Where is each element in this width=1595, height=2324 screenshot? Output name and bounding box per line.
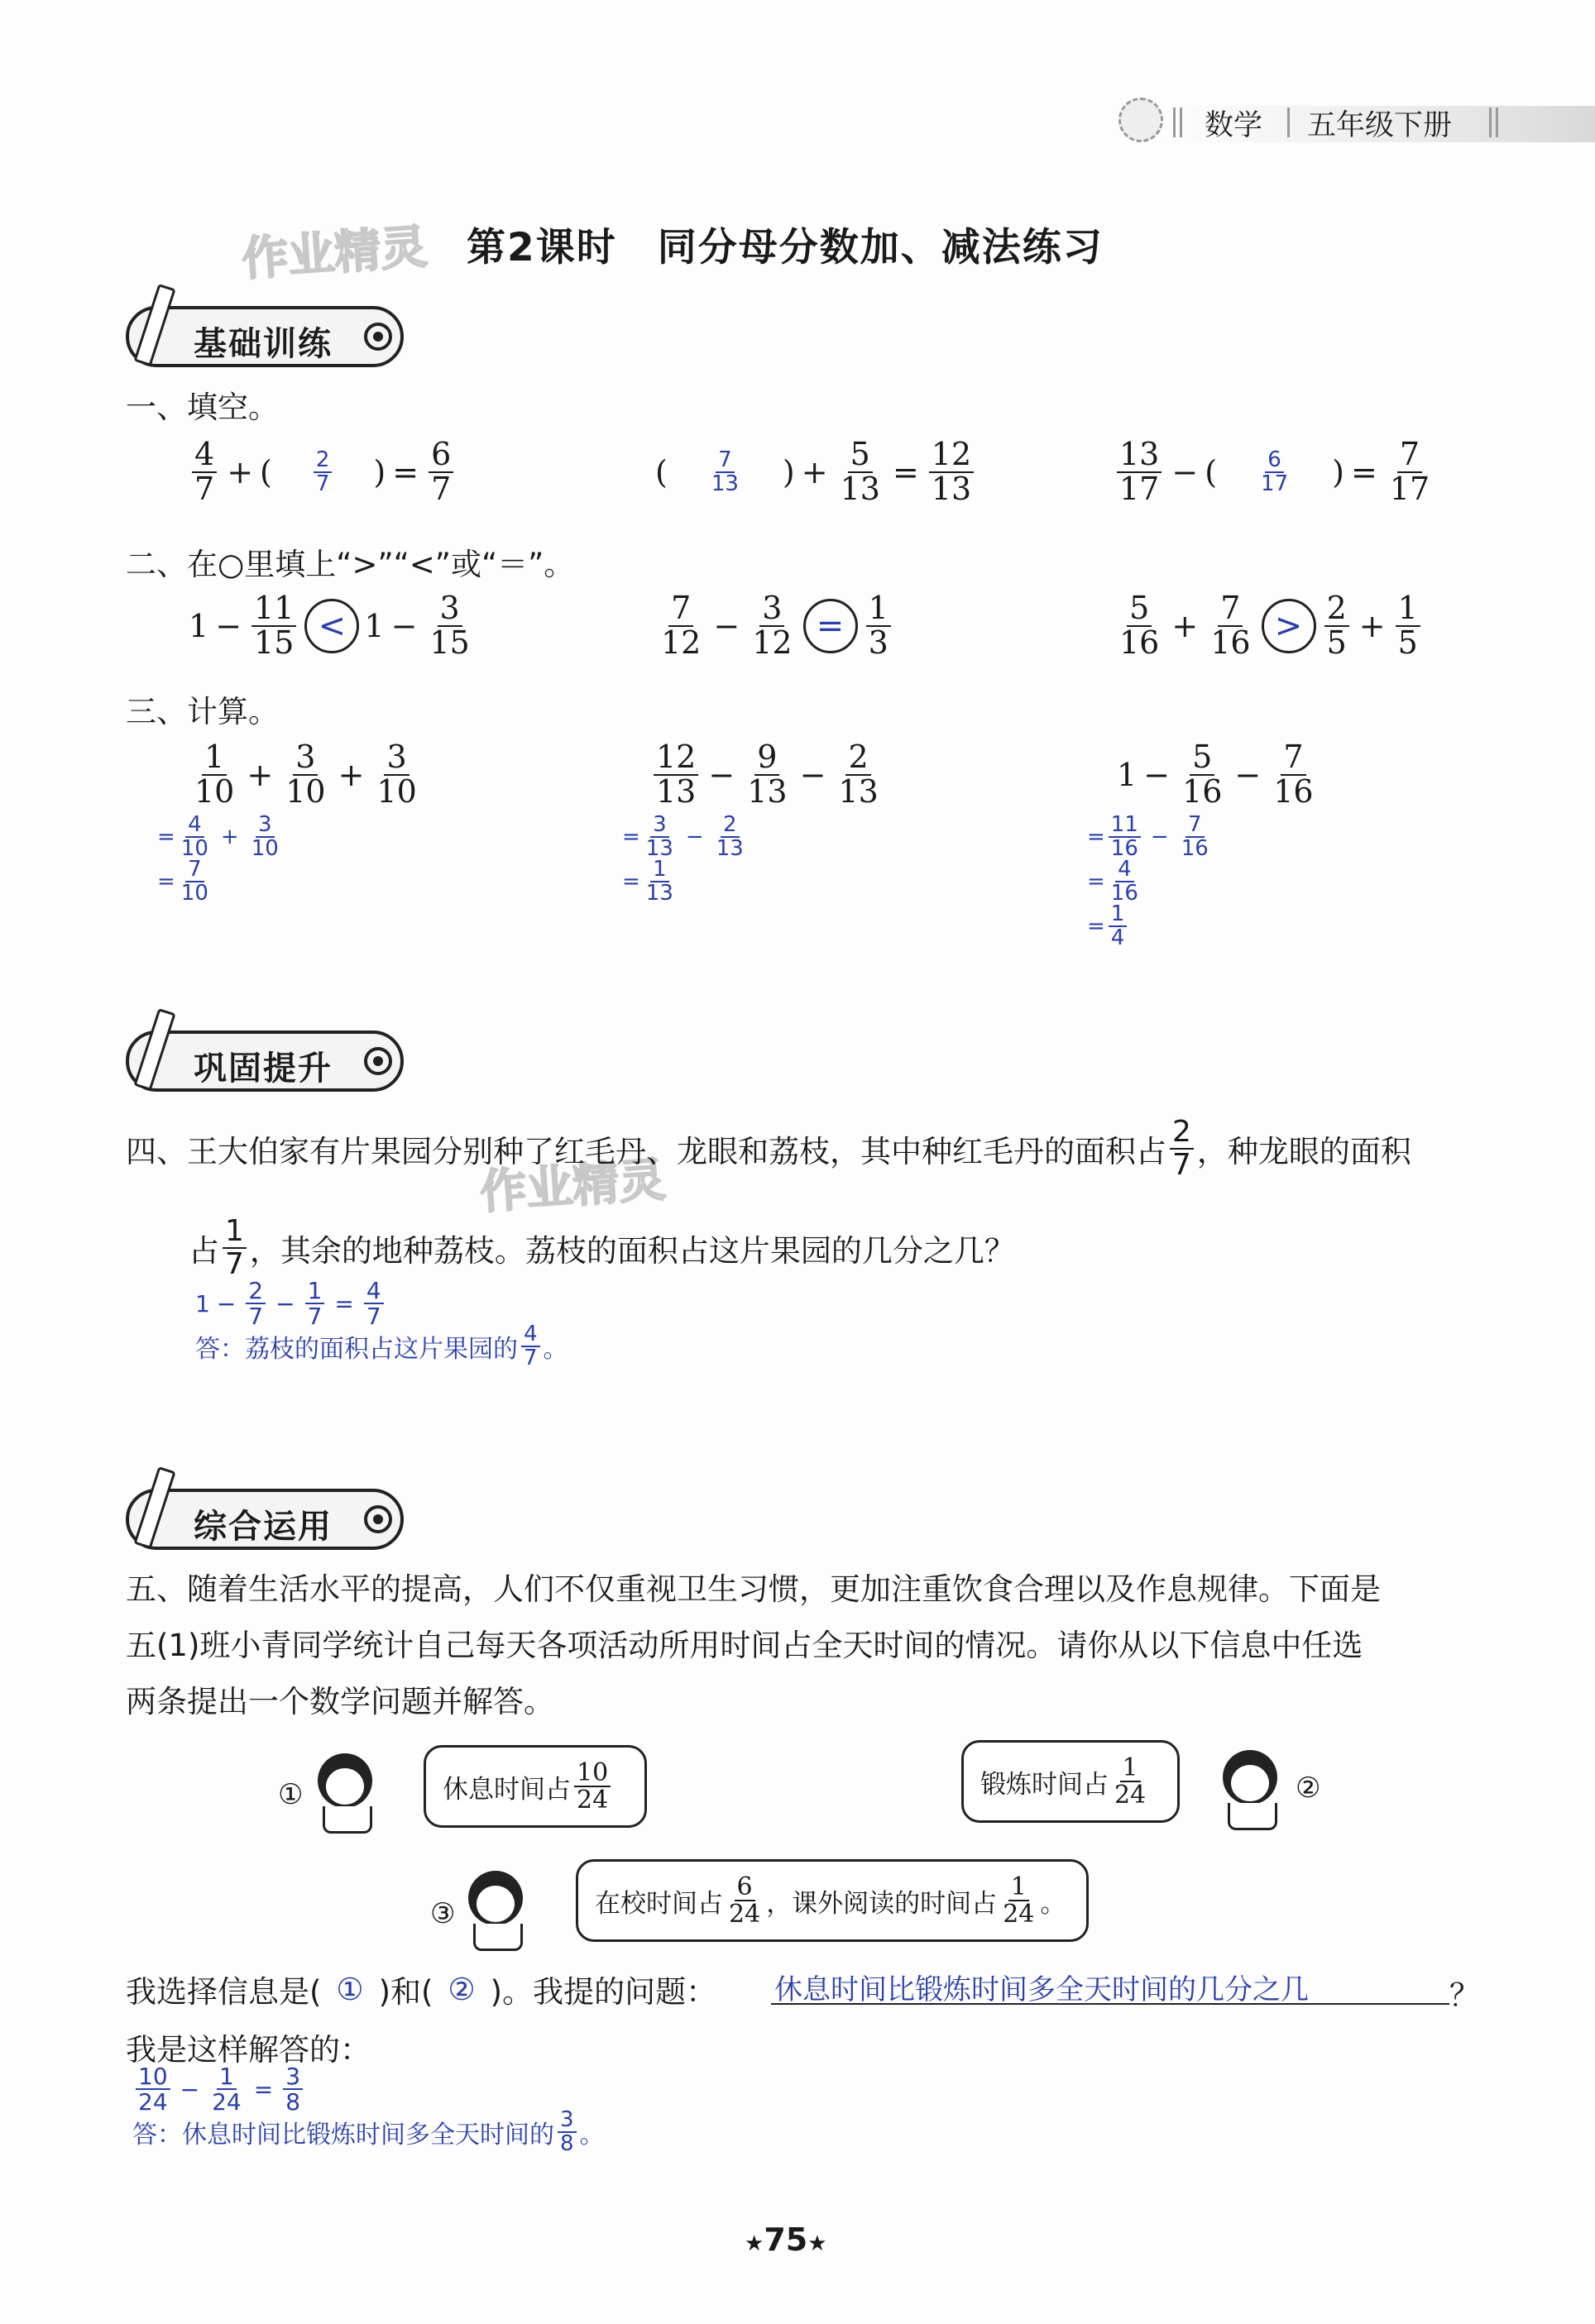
info-number: ② <box>1296 1772 1321 1805</box>
girl-icon <box>318 1753 372 1808</box>
solve-label: 我是这样解答的： <box>126 2032 371 2068</box>
header-subject: 数学 <box>1205 109 1263 142</box>
info-number: ① <box>278 1778 304 1811</box>
divider <box>1173 108 1176 137</box>
page-title: 第2课时 同分母分数加、减法练习 <box>467 225 1104 270</box>
divider <box>1287 108 1290 137</box>
choice-2: ② <box>448 1971 476 2007</box>
q2-label: 二、在○里填上“>”“<”或“＝”。 <box>126 547 575 582</box>
q3c-step-2: = $\frac{4}{16}$ <box>1087 857 1138 906</box>
q3c-step-3: = $\frac{1}{4}$ <box>1087 903 1130 950</box>
choice-1: ① <box>336 1971 364 2007</box>
compare-circle: > <box>1262 599 1316 653</box>
watermark: 作业精灵 <box>478 1153 668 1220</box>
divider <box>1496 108 1498 137</box>
pencil-icon <box>133 1466 175 1549</box>
q5-choice-line: 我选择信息是( ① )和( ② )。我提的问题： <box>126 1971 717 2010</box>
info-bubble-3: 在校时间占 6 24 ，课外阅读的时间占 1 24 。 <box>576 1859 1089 1942</box>
divider <box>1489 108 1492 137</box>
q2-item-2: 7 12 − $\frac{3}{12}$ = $\frac{1}{3}$ <box>655 592 894 660</box>
section-badge-basic <box>126 306 404 367</box>
answer-fraction: 7 13 <box>711 447 739 496</box>
q3a-expression: 1 10 + $\frac{3}{10}$ + $\frac{3}{10}$ <box>194 739 417 810</box>
q2-item-1: 1 − $\frac{11}{15}$ < 1 − $\frac{3}{15}$ <box>189 590 470 661</box>
question-blank[interactable] <box>771 1967 1449 2005</box>
compare-circle: = <box>803 599 858 653</box>
divider <box>1180 108 1182 137</box>
ring-icon <box>364 1505 392 1533</box>
answer-fraction: 6 17 <box>1261 447 1289 496</box>
question-text: 休息时间比锻炼时间多全天时间的几分之几 <box>774 1973 1309 2006</box>
info-bubble-1: 休息时间占 10 24 <box>424 1745 647 1828</box>
section-label: 综合运用 <box>194 1508 333 1546</box>
q1-label: 一、填空。 <box>126 390 279 425</box>
info-number: ③ <box>430 1897 456 1930</box>
q4-answer: 答：荔枝的面积占这片果园的 4 7 。 <box>195 1322 568 1371</box>
q2-item-3: 5 16 + $\frac{7}{16}$ > 2 5 + $\frac{1}{5}$ <box>1114 592 1424 660</box>
q3a-step-2: = $\frac{7}{10}$ <box>157 857 208 906</box>
q3c-step-1: = $\frac{11}{16}$ − $\frac{7}{16}$ <box>1087 812 1209 862</box>
pencil-icon <box>133 1008 175 1091</box>
q5-line-2: 五(1)班小青同学统计自己每天各项活动所用时间占全天时间的情况。请你从以下信息中任选 <box>126 1628 1363 1663</box>
q3b-step-1: = $\frac{3}{13}$ − $\frac{2}{13}$ <box>622 812 744 862</box>
section-label: 基础训练 <box>194 325 333 363</box>
q3-label: 三、计算。 <box>126 694 279 729</box>
star-icon: ★ <box>807 2231 827 2256</box>
q5-line-1: 五、随着生活水平的提高，人们不仅重视卫生习惯，更加注重饮食合理以及作息规律。下面是 <box>126 1571 1381 1607</box>
question-mark: ？ <box>1449 1977 1480 2013</box>
pencil-icon <box>133 284 175 366</box>
info-bubble-2: 锻炼时间占 1 24 <box>961 1740 1180 1823</box>
ring-icon <box>364 1047 392 1075</box>
ring-icon <box>364 323 392 351</box>
q1-item-2: ( 7 13 ) + $\frac{5}{13}$ = $\frac{12}{13}$ <box>655 438 977 506</box>
header-grade: 五年级下册 <box>1307 109 1453 142</box>
q5-solution: 10 24 − $\frac{1}{24}$ = $\frac{3}{8}$ <box>132 2064 306 2115</box>
q3b-step-2: = $\frac{1}{13}$ <box>622 857 673 906</box>
answer-fraction: 2 7 <box>314 449 333 496</box>
q3a-step-1: = $\frac{4}{10}$ + $\frac{3}{10}$ <box>157 812 279 862</box>
q4-line-1: 四、王大伯家有片果园分别种了红毛丹、龙眼和荔枝，其中种红毛丹的面积占 2 7 ，种龙眼的面积 <box>126 1115 1411 1182</box>
section-badge-apply <box>126 1489 404 1550</box>
girl-icon <box>468 1871 523 1925</box>
q5-line-3: 两条提出一个数学问题并解答。 <box>126 1684 554 1719</box>
section-label: 巩固提升 <box>194 1050 333 1088</box>
watermark: 作业精灵 <box>240 220 429 287</box>
q3c-expression: 1 − $\frac{5}{16}$ − $\frac{7}{16}$ <box>1117 739 1314 810</box>
q4-solution: 1 − $\frac{2}{7}$ − $\frac{1}{7}$ = $\frac{4}{7}$ <box>195 1279 387 1329</box>
girl-icon <box>1223 1750 1277 1805</box>
q3b-expression: 12 13 − $\frac{9}{13}$ − $\frac{2}{13}$ <box>650 741 884 809</box>
star-icon: ★ <box>745 2231 764 2256</box>
q4-line-2: 占 1 7 ，其余的地种荔枝。荔枝的面积占这片果园的几分之几？ <box>189 1214 1015 1281</box>
sun-icon <box>1118 98 1163 142</box>
section-badge-improve <box>126 1030 404 1092</box>
q5-answer: 答：休息时间比锻炼时间多全天时间的 3 8 。 <box>132 2107 605 2157</box>
page-number: ★75★ <box>745 2221 827 2258</box>
q1-item-3: 13 17 − ( 6 17 ) = $\frac{7}{17}$ <box>1114 438 1435 506</box>
q1-item-1: 4 7 + ( 2 7 ) = $\frac{6}{7}$ <box>189 438 457 506</box>
compare-circle: < <box>304 599 359 653</box>
